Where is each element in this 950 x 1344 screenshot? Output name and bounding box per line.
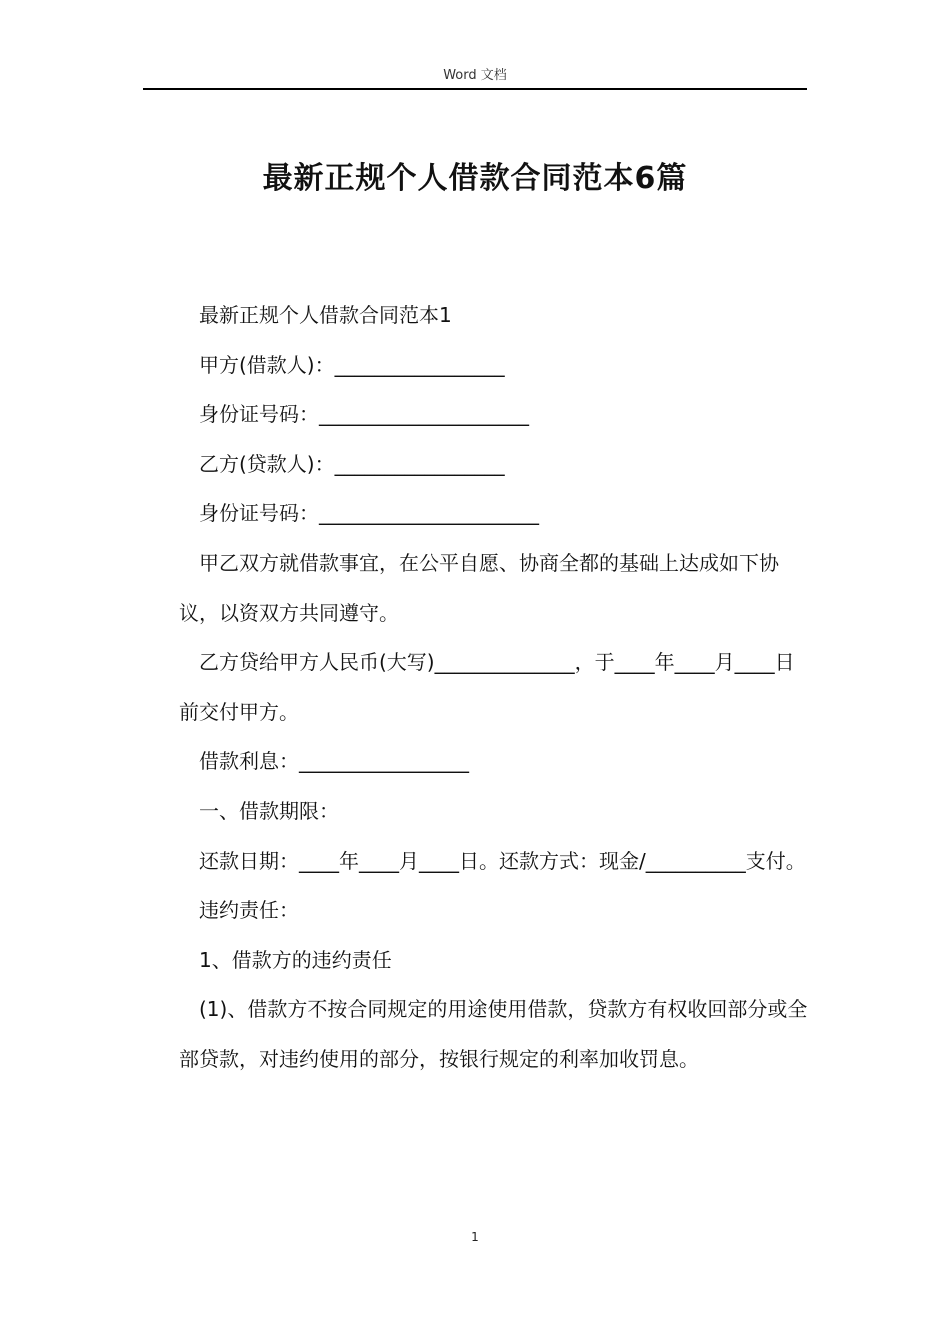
page-header: Word 文档 bbox=[143, 66, 807, 90]
paragraph-loan-interest: 借款利息：_________________ bbox=[199, 749, 469, 774]
paragraph-breach-heading: 违约责任： bbox=[199, 898, 299, 923]
paragraph-breach-clause-1: (1)、借款方不按合同规定的用途使用借款，贷款方有权收回部分或全部贷款，对违约使用的部分，按银行规定的利率加收罚息。 bbox=[179, 997, 808, 1071]
paragraph-loan-amount: 乙方贷给甲方人民币(大写)______________，于____年____月____日前交付甲方。 bbox=[179, 650, 795, 724]
paragraph-borrower-breach: 1、借款方的违约责任 bbox=[199, 947, 392, 972]
document-body bbox=[179, 291, 811, 1085]
paragraph-repayment: 还款日期：____年____月____日。还款方式：现金/__________支付。 bbox=[199, 848, 806, 873]
paragraph-party-b-id: 身份证号码：______________________ bbox=[199, 501, 539, 526]
paragraph-contract-heading: 最新正规个人借款合同范本1 bbox=[199, 303, 452, 327]
paragraph-party-a: 甲方(借款人)：_________________ bbox=[199, 352, 505, 377]
document-title: 最新正规个人借款合同范本6篇 bbox=[262, 161, 688, 196]
paragraph-party-b: 乙方(贷款人)：_________________ bbox=[199, 451, 505, 476]
paragraph-agreement-intro: 甲乙双方就借款事宜，在公平自愿、协商全都的基础上达成如下协议，以资双方共同遵守。 bbox=[179, 550, 779, 625]
paragraph-loan-term: 一、借款期限： bbox=[199, 798, 339, 823]
page-number: 1 bbox=[471, 1230, 479, 1244]
paragraph-party-a-id: 身份证号码：_____________________ bbox=[199, 402, 529, 427]
